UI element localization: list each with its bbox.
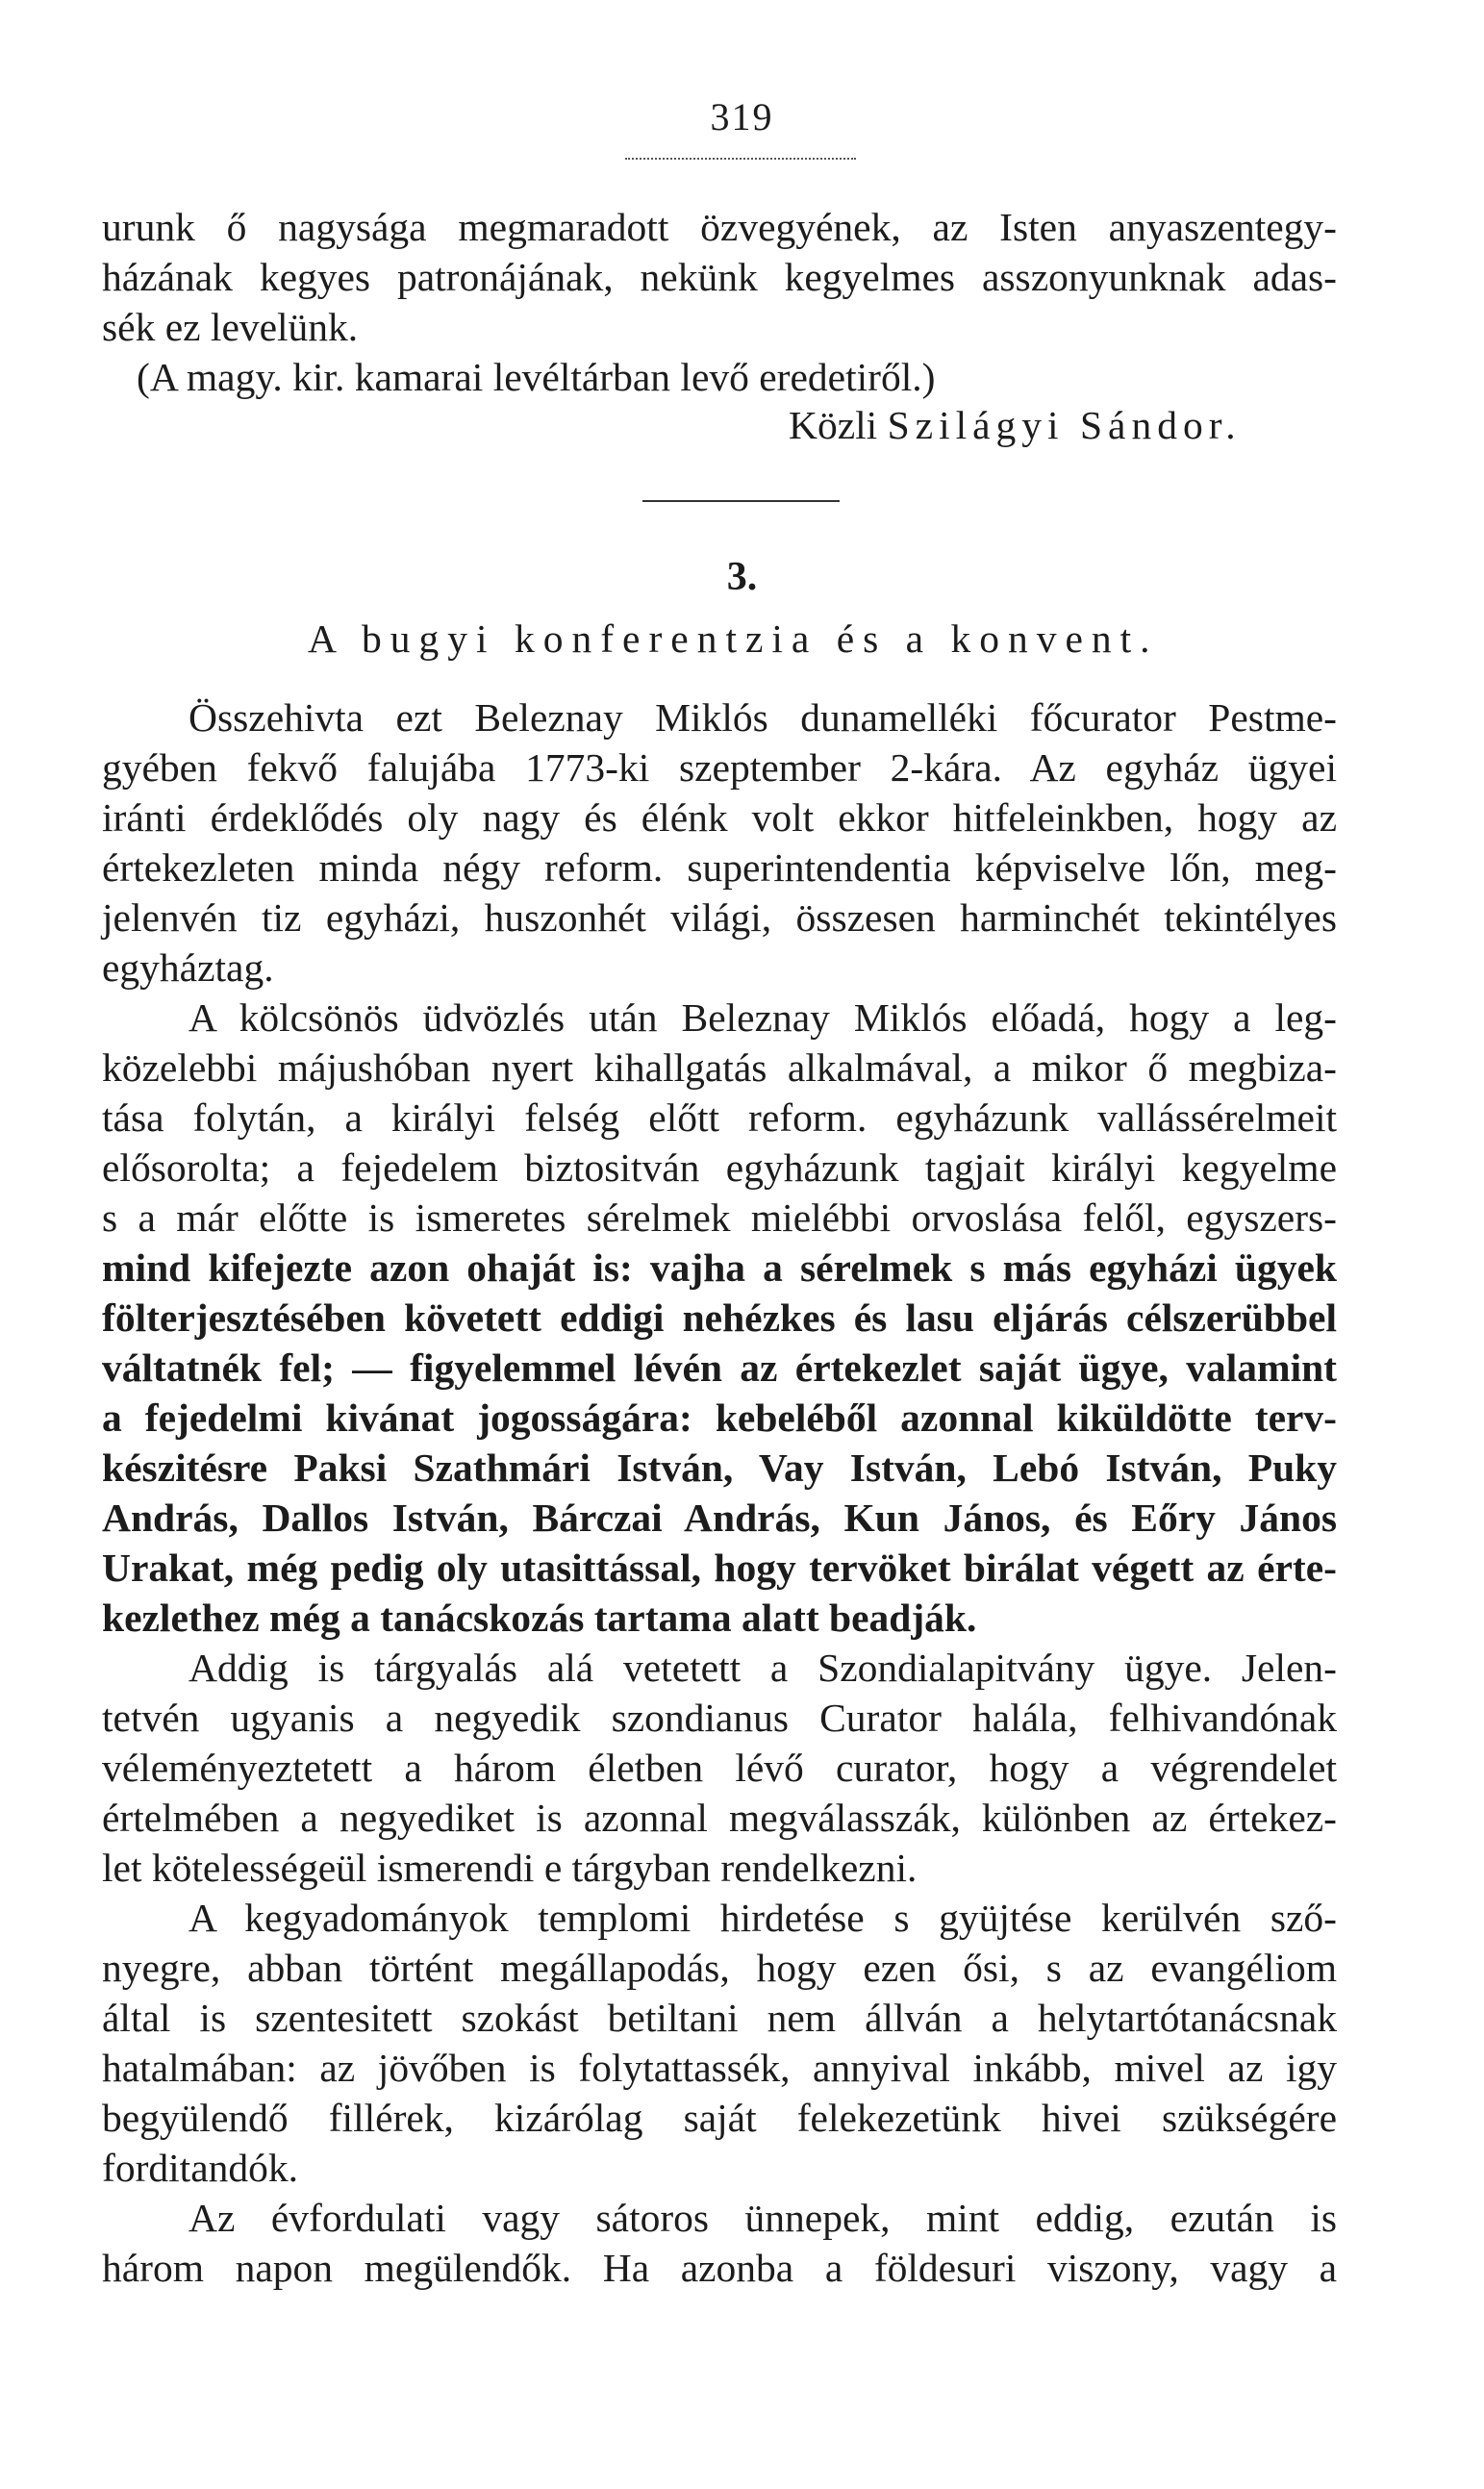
body-line: által is szentesitett szokást betiltani nem állván a helytartótanácsnak	[102, 1996, 1337, 2040]
intro-line: sék ez levelünk.	[102, 305, 359, 349]
signature-name: Szilágyi Sándor.	[887, 403, 1242, 447]
page-number-ornament	[625, 152, 856, 160]
body-line: három napon megülendők. Ha azonba a földesuri viszony, vagy a	[102, 2246, 1337, 2290]
body-line: gyében fekvő falujába 1773-ki szeptember 2-kára. Az egyház ügyei	[102, 745, 1337, 790]
body-line: közelebbi májushóban nyert kihallgatás alkalmával, a mikor ő megbiza-	[102, 1045, 1337, 1090]
body-line: begyülendő fillérek, kizárólag saját felekezetünk hivei szükségére	[102, 2096, 1337, 2140]
signature-prefix: Közli	[789, 403, 878, 447]
body-line: készitésre Paksi Szathmári István, Vay István, Lebó István, Puky	[102, 1446, 1337, 1490]
archive-note-block	[102, 352, 1337, 402]
body-line: egyháztag.	[102, 945, 274, 990]
body-line: forditandók.	[102, 2146, 298, 2190]
section-title: A bugyi konferentzia és a konvent.	[308, 616, 1159, 661]
body-line: iránti érdeklődés oly nagy és élénk volt ekkor hitfeleinkben, hogy az	[102, 795, 1337, 840]
intro-line: házának kegyes patronájának, nekünk kegyelmes asszonyunknak adas-	[102, 255, 1337, 299]
body-line: értekezleten minda négy reform. superintendentia képviselve lőn, meg-	[102, 845, 1337, 890]
body-line: Az évfordulati vagy sátoros ünnepek, mint eddig, ezután is	[189, 2196, 1337, 2240]
body-line: Összehivta ezt Beleznay Miklós dunamelléki főcurator Pestme-	[189, 695, 1337, 740]
body-line: tetvén ugyanis a negyedik szondianus Curator halála, felhivandónak	[102, 1696, 1337, 1740]
body-line: nyegre, abban történt megállapodás, hogy ezen ősi, s az evangéliom	[102, 1946, 1337, 1990]
body-line: kezlethez még a tanácskozás tartama alatt beadják.	[102, 1596, 977, 1640]
body-line: s a már előtte is ismeretes sérelmek mielébbi orvoslása felől, egyszers-	[102, 1195, 1337, 1240]
body-line: a fejedelmi kivánat jogosságára: kebeléből azonnal kiküldötte terv-	[102, 1395, 1337, 1440]
body-text	[102, 692, 1337, 2293]
section-number: 3.	[726, 555, 758, 599]
body-line: András, Dallos István, Bárczai András, Kun János, és Eőry János	[102, 1496, 1337, 1540]
body-line: váltatnék fel; — figyelemmel lévén az értekezlet saját ügye, valamint	[102, 1345, 1337, 1390]
body-line: Urakat, még pedig oly utasittással, hogy tervöket birálat végett az érte-	[102, 1546, 1337, 1590]
signature	[789, 402, 1242, 448]
body-line: A kölcsönös üdvözlés után Beleznay Miklós előadá, hogy a leg-	[189, 995, 1337, 1040]
body-line: mind kifejezte azon ohaját is: vajha a sérelmek s más egyházi ügyek	[102, 1245, 1337, 1290]
archive-note: (A magy. kir. kamarai levéltárban levő eredetiről.)	[137, 355, 936, 399]
body-line: let kötelességeül ismerendi e tárgyban rendelkezni.	[102, 1846, 918, 1890]
page-number: 319	[710, 95, 774, 138]
body-line: tása folytán, a királyi felség előtt reform. egyházunk vallássérelmeit	[102, 1095, 1337, 1140]
body-line: Addig is tárgyalás alá vetetett a Szondialapitvány ügye. Jelen-	[189, 1646, 1337, 1690]
body-line: értelmében a negyediket is azonnal megválasszák, különben az értekez-	[102, 1796, 1337, 1840]
body-line: véleményeztetett a három életben lévő curator, hogy a végrendelet	[102, 1746, 1337, 1790]
body-line: jelenvén tiz egyházi, huszonhét világi, összesen harminchét tekintélyes	[102, 895, 1337, 940]
intro-paragraph	[102, 202, 1337, 352]
body-line: elősorolta; a fejedelem biztositván egyházunk tagjait királyi kegyelme	[102, 1145, 1337, 1190]
body-line: fölterjesztésében követett eddigi nehézkes és lasu eljárás célszerübbel	[102, 1295, 1337, 1340]
body-line: A kegyadományok templomi hirdetése s gyüjtése kerülvén sző-	[189, 1896, 1337, 1940]
body-line: hatalmában: az jövőben is folytattassék, annyival inkább, mivel az igy	[102, 2046, 1337, 2090]
intro-line: urunk ő nagysága megmaradott özvegyének, az Isten anyaszentegy-	[102, 205, 1337, 249]
separator-rule	[642, 500, 840, 502]
